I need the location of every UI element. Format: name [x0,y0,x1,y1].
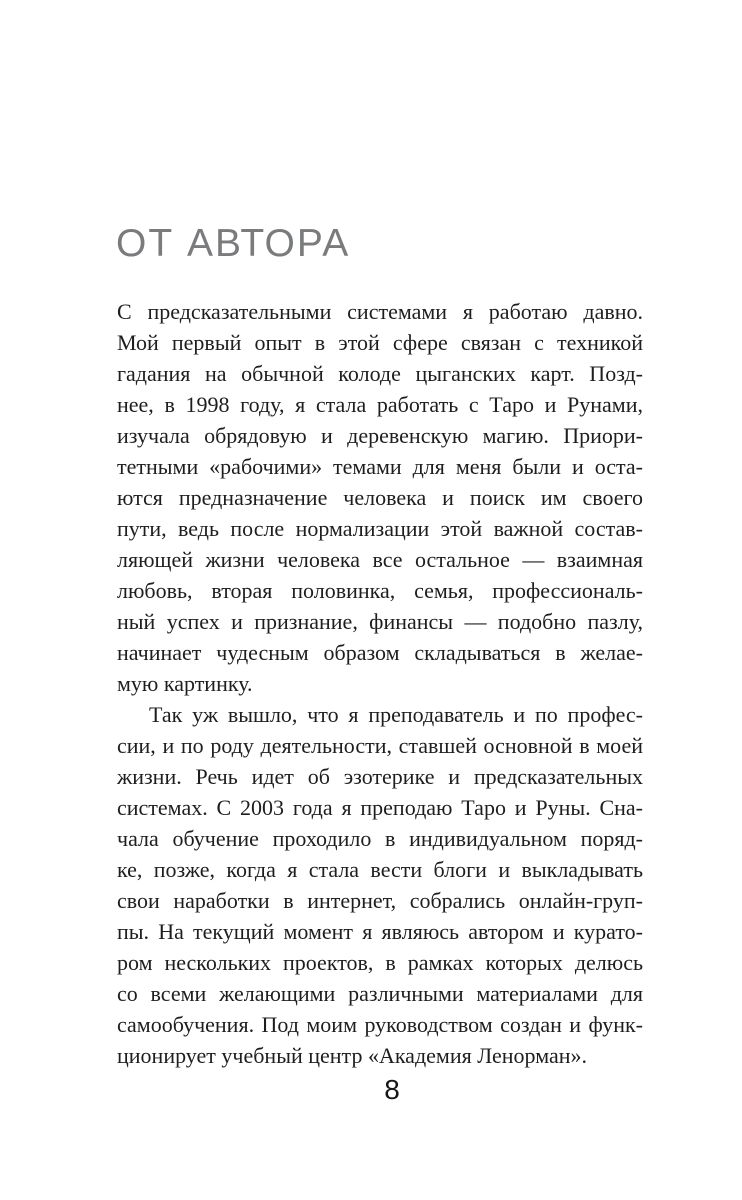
text-line: любовь, вторая половинка, семья, профессиональ- [117,578,643,603]
page-number: 8 [384,1074,400,1105]
text-line: нее, в 1998 году, я стала работать с Таро и Рунами, [117,392,643,417]
chapter-title: ОТ АВТОРА [116,222,351,265]
text-line: гадания на обычной колоде цыганских карт. Позд- [117,361,643,386]
text-line: пы. На текущий момент я являюсь автором и курато- [117,919,643,944]
text-line: пути, ведь после нормализации этой важной состав- [117,516,643,541]
text-line: Мой первый опыт в этой сфере связан с техникой [117,330,643,355]
text-line: изучала обрядовую и деревенскую магию. Приори- [117,423,643,448]
body-text [117,296,643,1071]
text-line: тетными «рабочими» темами для меня были и оста- [117,454,643,479]
text-line: ке, позже, когда я стала вести блоги и выкладывать [117,857,643,882]
text-line: ляющей жизни человека все остальное — взаимная [117,547,643,572]
text-line: системах. С 2003 года я преподаю Таро и Руны. Сна- [117,795,643,820]
text-line: ционирует учебный центр «Академия Ленорман». [117,1043,588,1068]
text-line: жизни. Речь идет об эзотерике и предсказательных [117,764,643,789]
text-line: ный успех и признание, финансы — подобно пазлу, [117,609,643,634]
text-line: Так уж вышло, что я преподаватель и по профес- [149,702,643,727]
text-line: со всеми желающими различными материалами для [117,981,643,1006]
text-line: сии, и по роду деятельности, ставшей основной в моей [117,733,643,758]
text-line: С предсказательными системами я работаю давно. [117,299,643,324]
text-line: ром нескольких проектов, в рамках которых делюсь [117,950,643,975]
text-line: свои наработки в интернет, собрались онлайн-груп- [117,888,643,913]
text-line: мую картинку. [117,671,253,696]
text-line: начинает чудесным образом складываться в желае- [117,640,643,665]
text-line: самообучения. Под моим руководством создан и функ- [117,1012,643,1037]
text-line: ются предназначение человека и поиск им своего [117,485,643,510]
text-line: чала обучение проходило в индивидуальном поряд- [117,826,643,851]
